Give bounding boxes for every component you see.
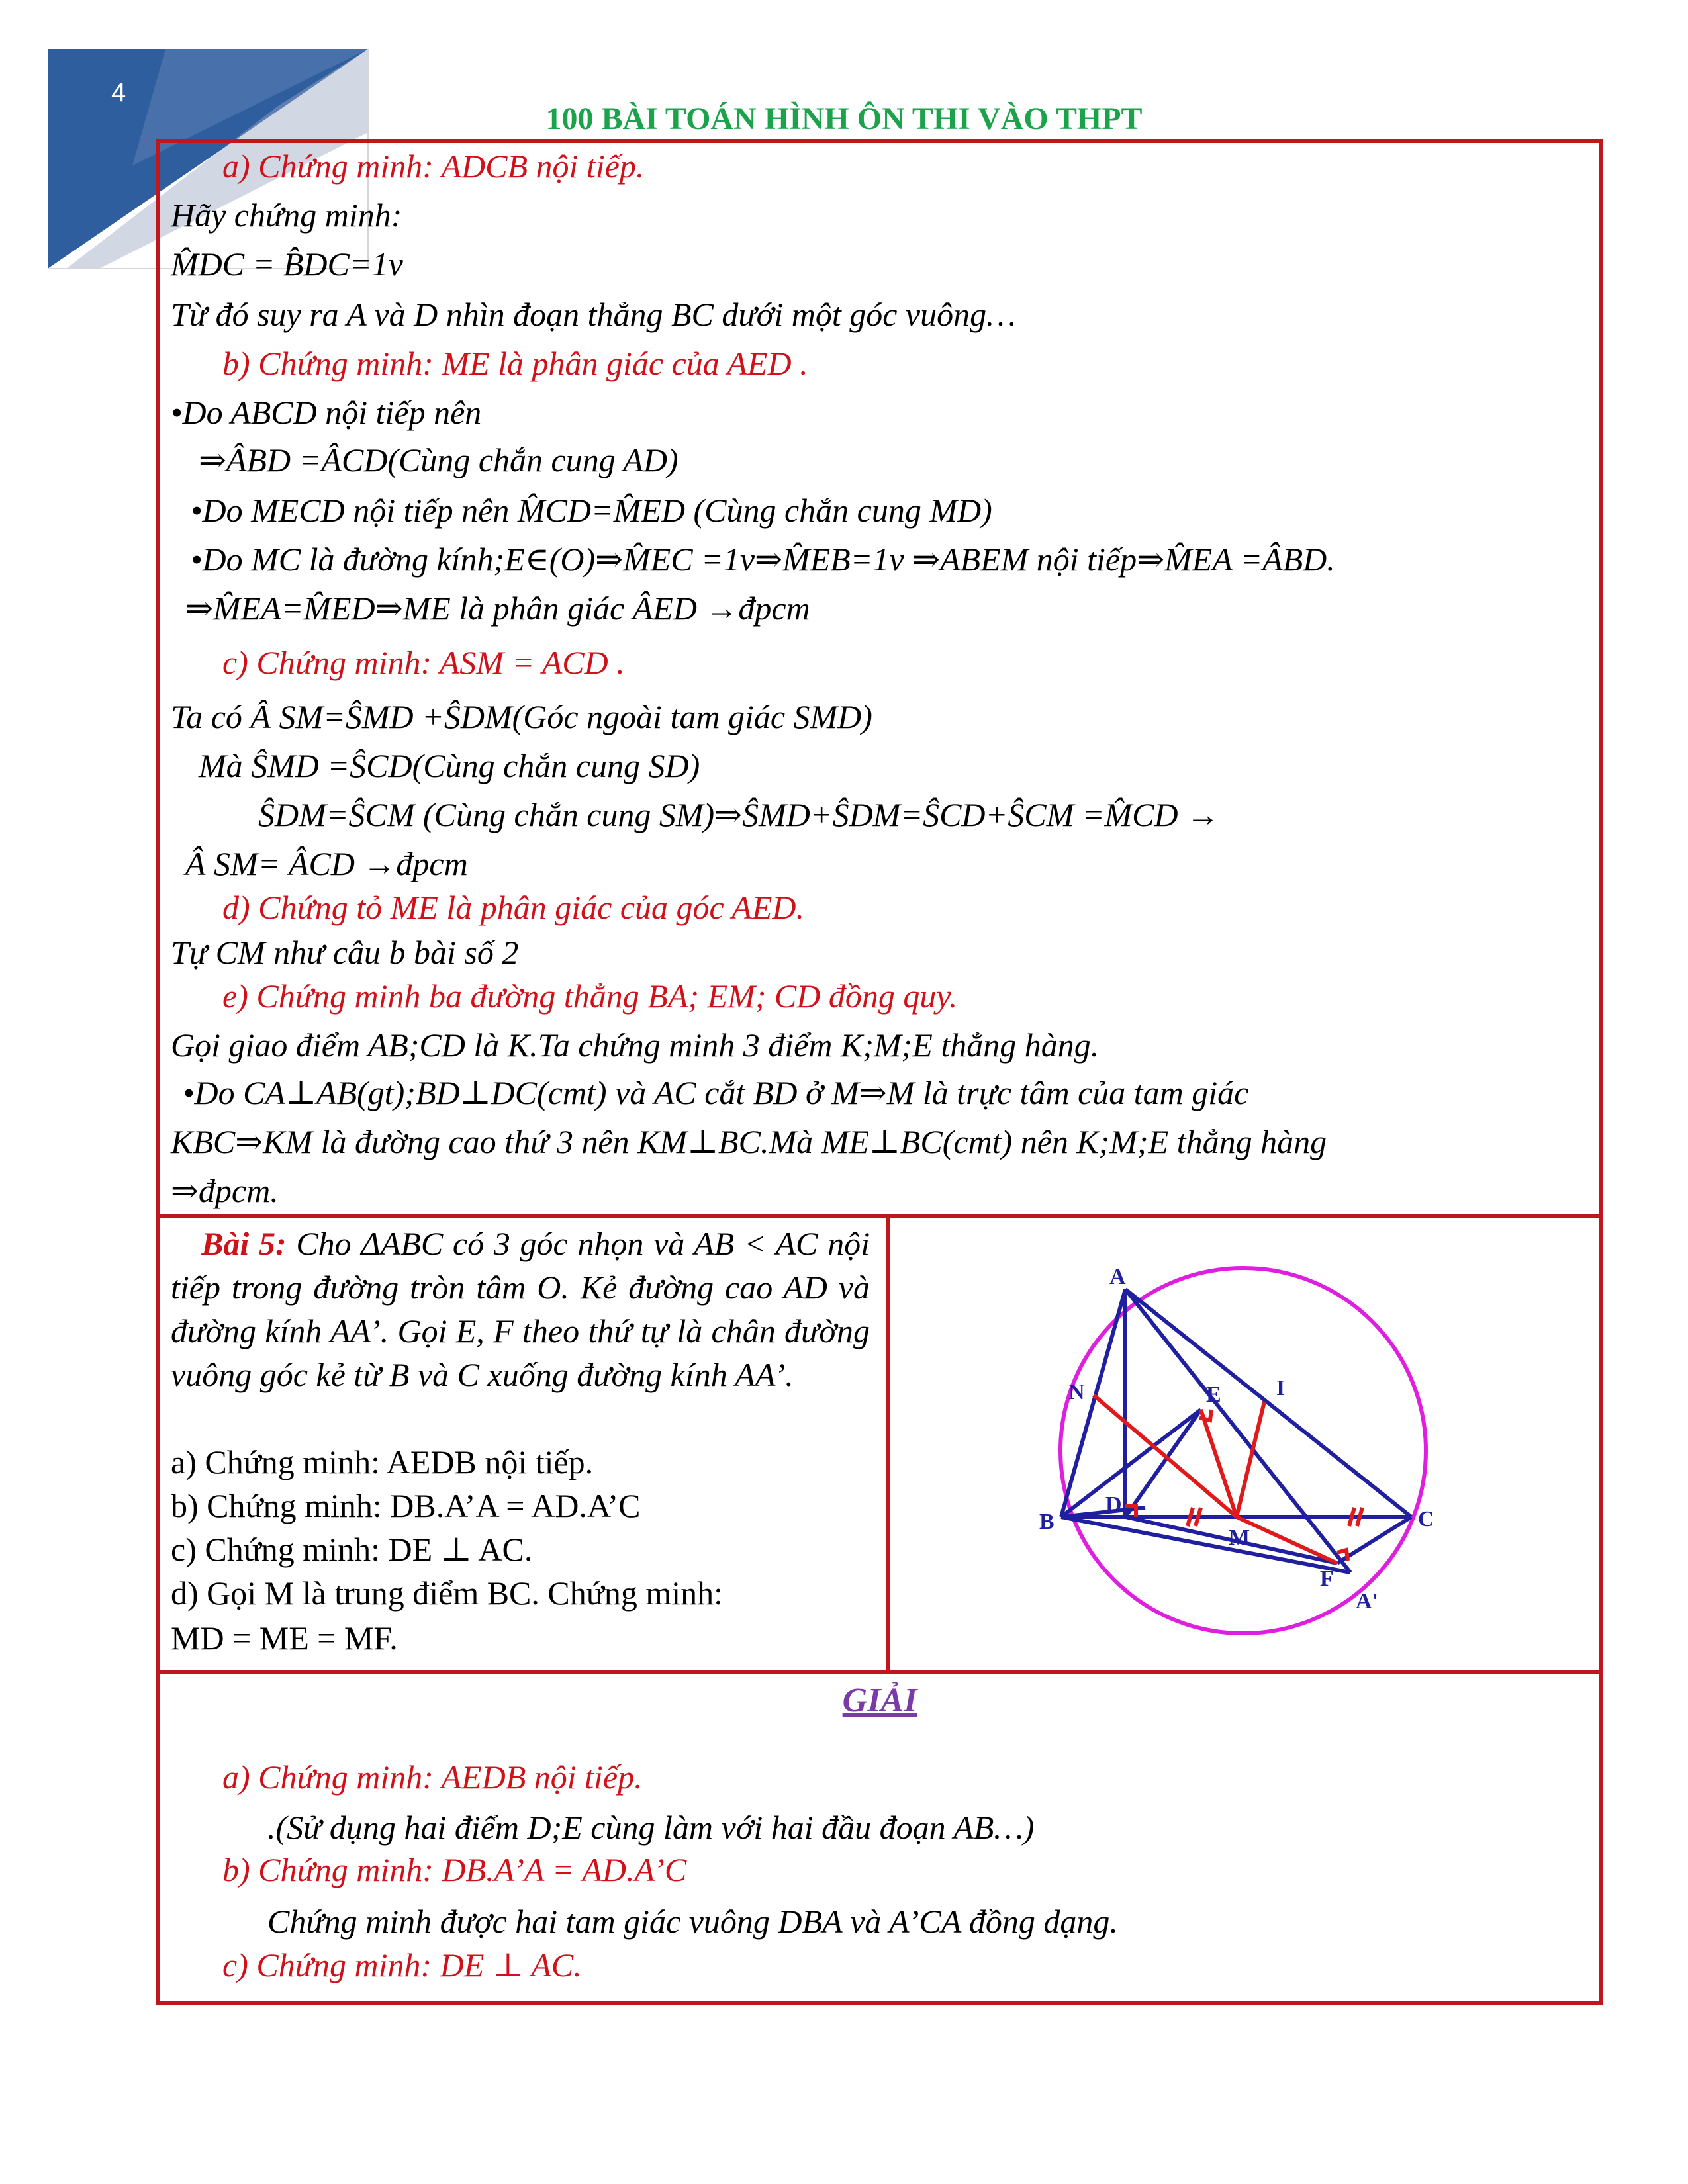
segment-ba1 bbox=[1061, 1517, 1350, 1572]
section1-line: ŜDM=ŜCM (Cùng chắn cung SM)⇒ŜMD+ŜDM=ŜCD+ŜCM =M̂CD → bbox=[258, 796, 1220, 833]
label-f: F bbox=[1320, 1567, 1334, 1591]
problem-text: Cho ΔABC có 3 góc nhọn và AB < AC nội tiếp trong đường tròn tâm O. Kẻ đường cao AD và đường kính AA’. Gọi E, F theo thứ tự là chân đường vuông góc kẻ từ B và C xuống đường kính AA’. bbox=[171, 1225, 870, 1393]
section1-line: e) Chứng minh ba đường thẳng BA; EM; CD đồng quy. bbox=[222, 978, 958, 1015]
solution-title: GIẢI bbox=[842, 1682, 917, 1719]
section1-line: •Do ABCD nội tiếp nên bbox=[171, 394, 482, 431]
section1-line: •Do MC là đường kính;E∈(O)⇒M̂EC =1v⇒M̂EB=1v ⇒ABEM nội tiếp⇒M̂EA =ÂBD. bbox=[191, 541, 1335, 578]
section1-line: Từ đó suy ra A và D nhìn đoạn thẳng BC dưới một góc vuông… bbox=[171, 296, 1016, 333]
tick-mark bbox=[1357, 1508, 1362, 1526]
solution-line: Chứng minh được hai tam giác vuông DBA và A’CA đồng dạng. bbox=[267, 1903, 1118, 1940]
section1-line: a) Chứng minh: ADCB nội tiếp. bbox=[222, 148, 645, 185]
section1-line: c) Chứng minh: ASM = ACD . bbox=[222, 644, 625, 681]
tick-mark bbox=[1196, 1508, 1201, 1526]
solution-line: c) Chứng minh: DE ⊥ AC. bbox=[222, 1946, 582, 1983]
section1-line: ⇒M̂EA=M̂ED⇒ME là phân giác ÂED →đpcm bbox=[185, 590, 810, 627]
problem-item: a) Chứng minh: AEDB nội tiếp. bbox=[171, 1443, 594, 1480]
section1-line: Tự CM như câu b bài số 2 bbox=[171, 934, 519, 971]
problem-label: Bài 5: bbox=[201, 1225, 287, 1262]
label-i: I bbox=[1276, 1376, 1286, 1400]
section1-line: d) Chứng tỏ ME là phân giác của góc AED. bbox=[222, 889, 805, 926]
segment-de bbox=[1125, 1410, 1201, 1517]
label-n: N bbox=[1068, 1380, 1085, 1404]
label-c: C bbox=[1418, 1507, 1434, 1531]
section1-line: ⇒ÂBD =ÂCD(Cùng chắn cung AD) bbox=[199, 441, 679, 478]
tick-mark bbox=[1349, 1508, 1354, 1526]
section1-line: b) Chứng minh: ME là phân giác của AED . bbox=[222, 345, 808, 382]
section1-line: Hãy chứng minh: bbox=[171, 197, 402, 234]
label-m: M bbox=[1229, 1525, 1250, 1550]
section1-line: ⇒đpcm. bbox=[171, 1172, 279, 1209]
section1-line: •Do CA⊥AB(gt);BD⊥DC(cmt) và AC cắt BD ở M⇒M là trực tâm của tam giác bbox=[183, 1074, 1249, 1111]
solution-line: a) Chứng minh: AEDB nội tiếp. bbox=[222, 1758, 643, 1796]
problem-item: c) Chứng minh: DE ⊥ AC. bbox=[171, 1531, 533, 1568]
section1-line: M̂DC = B̂DC=1v bbox=[171, 246, 403, 283]
section1-line: Â SM= ÂCD →đpcm bbox=[185, 845, 468, 882]
solution-line: b) Chứng minh: DB.A’A = AD.A’C bbox=[222, 1851, 687, 1888]
label-d: D bbox=[1105, 1492, 1122, 1517]
problem-statement bbox=[171, 1222, 870, 1396]
segment-mf bbox=[1237, 1517, 1337, 1563]
geometry-figure bbox=[890, 1218, 1599, 1670]
label-a: A bbox=[1109, 1265, 1126, 1289]
page-header-title: 100 BÀI TOÁN HÌNH ÔN THI VÀO THPT bbox=[545, 101, 1143, 136]
problem-item: MD = ME = MF. bbox=[171, 1619, 398, 1657]
problem-item: d) Gọi M là trung điểm BC. Chứng minh: bbox=[171, 1574, 724, 1612]
section1-line: Mà ŜMD =ŜCD(Cùng chắn cung SD) bbox=[199, 747, 700, 784]
section1-line: •Do MECD nội tiếp nên M̂CD=M̂ED (Cùng chắn cung MD) bbox=[191, 492, 992, 529]
problem-item: b) Chứng minh: DB.A’A = AD.A’C bbox=[171, 1487, 641, 1524]
label-b: B bbox=[1039, 1510, 1055, 1534]
section1-line: KBC⇒KM là đường cao thứ 3 nên KM⊥BC.Mà ME⊥BC(cmt) nên K;M;E thẳng hàng bbox=[171, 1123, 1327, 1160]
label-e: E bbox=[1206, 1383, 1221, 1407]
side-ac bbox=[1125, 1289, 1411, 1517]
label-a-prime: A' bbox=[1356, 1589, 1378, 1614]
section1-line: Ta có Â SM=ŜMD +ŜDM(Góc ngoài tam giác SMD) bbox=[171, 698, 872, 735]
page-number: 4 bbox=[111, 78, 126, 107]
tick-mark bbox=[1188, 1508, 1193, 1526]
section1-line: Gọi giao điểm AB;CD là K.Ta chứng minh 3 điểm K;M;E thẳng hàng. bbox=[171, 1026, 1100, 1064]
solution-line: .(Sử dụng hai điểm D;E cùng làm với hai đầu đoạn AB…) bbox=[267, 1809, 1035, 1846]
